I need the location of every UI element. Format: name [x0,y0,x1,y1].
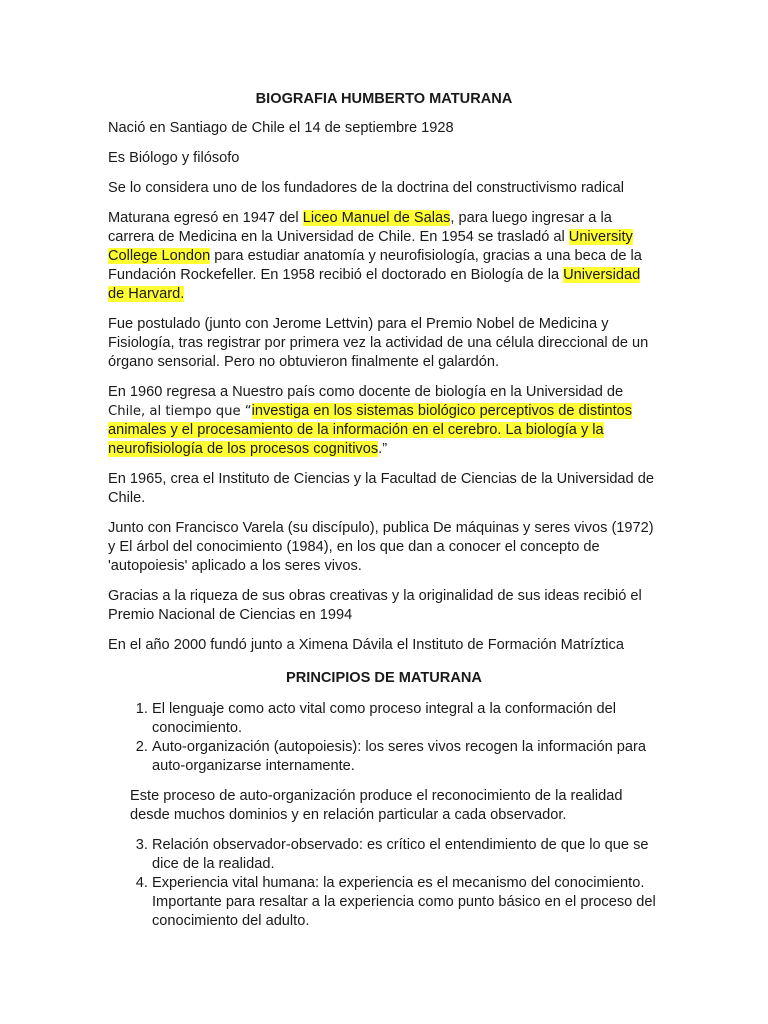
award-paragraph: Gracias a la riqueza de sus obras creativas y la originalidad de sus ideas recibió el Premio Nacional de Ciencias en 1994 [108,588,642,623]
education-paragraph [108,209,660,304]
birth-paragraph: Nació en Santiago de Chile el 14 de septiembre 1928 [108,120,454,136]
list-item: 4. Experiencia vital humana: la experiencia es el mecanismo del conocimiento. Importante para resaltar a la experiencia como punto básico en el proceso del conocimiento del adulto. [152,874,660,931]
principles-list-2 [108,836,660,931]
list-item: 2. Auto-organización (autopoiesis): los seres vivos recogen la información para auto-organizarse internamente. [152,738,660,776]
varela-paragraph: Junto con Francisco Varela (su discípulo), publica De máquinas y seres vivos (1972) y El árbol del conocimiento (1984), en los que dan a conocer el concepto de 'autopoiesis' aplicado a los seres vivos. [108,520,654,574]
principles-heading: PRINCIPIOS DE MATURANA [286,670,482,686]
nobel-paragraph: Fue postulado (junto con Jerome Lettvin) para el Premio Nobel de Medicina y Fisiología, tras registrar por primera vez la actividad de una célula direccional de un órgano sensorial. Pero no obtuvieron finalmente el galardón. [108,316,649,370]
list-item: 3. Relación observador-observado: es crítico el entendimiento de que lo que se dice de la realidad. [152,836,660,874]
highlight-ucl: University College London [108,229,633,264]
principles-list-1 [108,700,660,776]
text-span: Chile, al tiempo que “ [108,404,252,419]
highlight-research: investiga en los sistemas biológico perceptivos de distintos animales y el procesamiento de la información en el cerebro. La biología y la neurofisiología de los procesos cognitivos [108,403,633,457]
matriztica-paragraph: En el año 2000 fundó junto a Ximena Dávila el Instituto de Formación Matríztica [108,637,624,653]
constructivism-paragraph: Se lo considera uno de los fundadores de la doctrina del constructivismo radical [108,180,624,196]
autopoiesis-paragraph: Este proceso de auto-organización produce el reconocimiento de la realidad desde muchos dominios y en relación particular a cada observador. [130,788,623,823]
text-span: En 1960 regresa a Nuestro país como docente de biología en la Universidad de [108,384,624,400]
list-item: 1. El lenguaje como acto vital como proceso integral a la conformación del conocimiento. [152,700,660,738]
text-span: para estudiar anatomía y neurofisiología, gracias a una beca de la Fundación Rockefeller. En 1958 recibió el doctorado en Biología de la [108,248,642,283]
document-title: BIOGRAFIA HUMBERTO MATURANA [255,91,513,107]
institute-paragraph: En 1965, crea el Instituto de Ciencias y la Facultad de Ciencias de la Universidad de Chile. [108,471,654,506]
text-span: , para luego ingresar a la carrera de Medicina en la Universidad de Chile. En 1954 se trasladó al [108,210,612,245]
highlight-harvard: Universidad de Harvard. [108,267,641,302]
text-span: Maturana egresó en 1947 del [108,210,303,226]
profession-paragraph: Es Biólogo y filósofo [108,150,240,166]
text-span: .” [378,441,388,457]
highlight-liceo: Liceo Manuel de Salas [302,210,451,226]
research-paragraph [108,383,660,459]
